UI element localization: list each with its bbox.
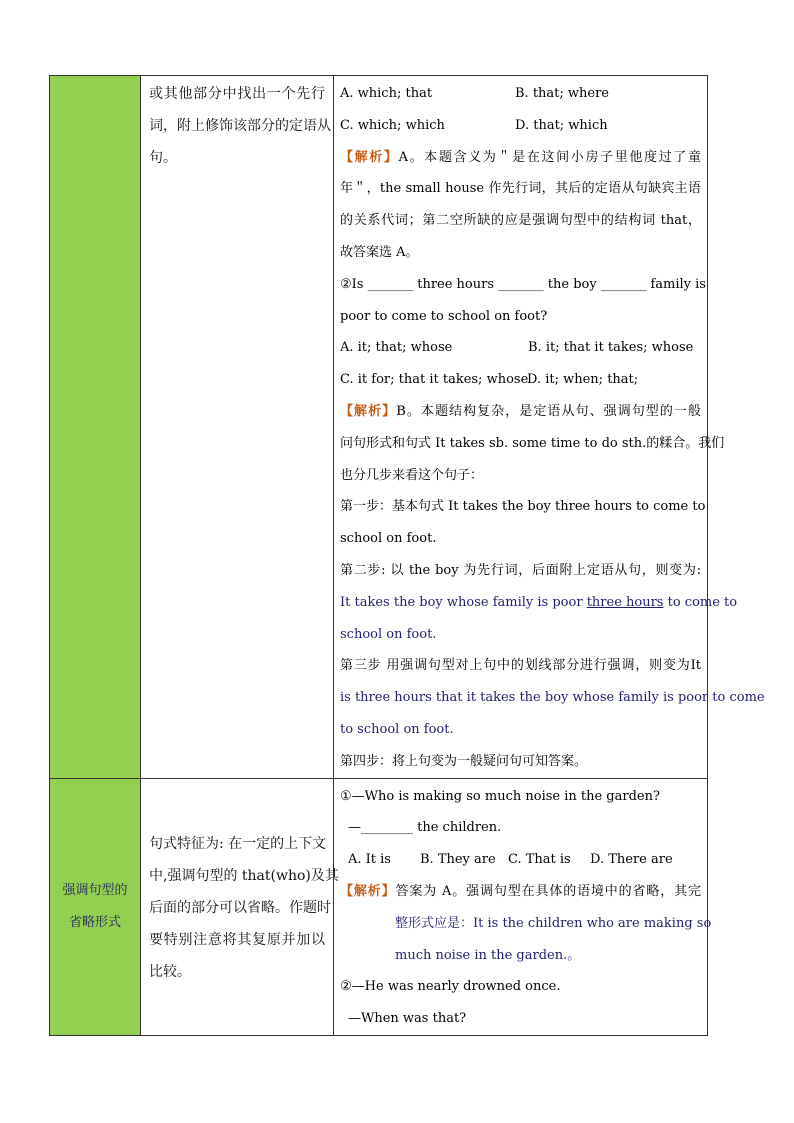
option-a: A. it; that; whose bbox=[340, 340, 453, 356]
option-d: D. There are bbox=[590, 852, 673, 868]
step-three-sentence: is three hours that it takes the boy whose family is poor to come bbox=[340, 690, 765, 706]
analysis-line: 【解析】B。本题结构复杂，是定语从句、强调句型的一般 bbox=[340, 403, 701, 419]
table-row bbox=[50, 778, 708, 1035]
options-row bbox=[340, 78, 701, 110]
question-reply: —________ the children. bbox=[348, 820, 502, 836]
grammar-table bbox=[49, 75, 765, 1036]
example-cell bbox=[334, 76, 765, 779]
category-cell bbox=[50, 76, 141, 779]
analysis-line: 的关系代词；第二空所缺的应是强调句型中的结构词 that， bbox=[340, 213, 701, 229]
analysis-heading: 【解析】 bbox=[340, 149, 399, 165]
step-two-sentence: It takes the boy whose family is poor three hours to come to bbox=[340, 594, 738, 610]
analysis-line: 问句形式和句式 It takes sb. some time to do sth.的糅合。我们 bbox=[340, 435, 725, 451]
step-four: 第四步：将上句变为一般疑问句可知答案。 bbox=[340, 753, 588, 769]
example-cell bbox=[334, 778, 712, 1035]
category-label: 强调句型的 bbox=[62, 882, 128, 898]
category-label: 省略形式 bbox=[68, 914, 121, 930]
options-row bbox=[340, 110, 701, 142]
desc-line: 中,强调句型的 that(who)及其 bbox=[149, 867, 339, 884]
step-one: 第一步：基本句式 It takes the boy three hours to come to bbox=[340, 499, 706, 515]
description-cell bbox=[141, 778, 339, 1035]
option-d: D. that; which bbox=[515, 117, 608, 133]
table-row bbox=[50, 76, 708, 779]
question-stem: ②Is _______ three hours _______ the boy _______ family is bbox=[340, 276, 706, 292]
desc-line: 句式特征为: 在一定的上下文 bbox=[149, 835, 327, 852]
step-two-sentence: school on foot. bbox=[340, 626, 437, 642]
option-d: D. it; when; that; bbox=[527, 372, 639, 388]
question-reply: —When was that? bbox=[348, 1011, 467, 1027]
step-three-sentence: to school on foot. bbox=[340, 721, 454, 737]
question-stem: ①—Who is making so much noise in the garden? bbox=[340, 788, 660, 804]
option-c: C. it for; that it takes; whose bbox=[340, 372, 529, 388]
analysis-line: 也分几步来看这个句子： bbox=[340, 467, 484, 483]
analysis-line: 【解析】答案为 A。强调句型在具体的语境中的省略，其完 bbox=[340, 883, 701, 899]
step-two: 第二步: 以 the boy 为先行词，后面附上定语从句，则变为: bbox=[340, 562, 701, 578]
options-row bbox=[340, 364, 701, 396]
desc-line: 或其他部分中找出一个先行 bbox=[149, 86, 325, 102]
desc-line: 要特别注意将其复原并加以 bbox=[149, 931, 325, 948]
step-three: 第三步 用强调句型对上句中的划线部分进行强调，则变为It bbox=[340, 658, 701, 674]
analysis-heading: 【解析】 bbox=[340, 403, 397, 419]
question-stem: poor to come to school on foot? bbox=[340, 308, 548, 324]
option-b: B. that; where bbox=[515, 86, 610, 101]
desc-line: 词，附上修饰该部分的定语从 bbox=[149, 118, 331, 134]
analysis-line: 【解析】A。本题含义为＂是在这间小房子里他度过了童 bbox=[340, 149, 701, 165]
option-a: A. It is bbox=[348, 852, 391, 868]
analysis-sentence: 整形式应是：It is the children who are making so bbox=[395, 915, 712, 931]
underlined-phrase: three hours bbox=[586, 594, 664, 610]
analysis-line: 故答案选 A。 bbox=[340, 244, 419, 260]
option-b: B. They are bbox=[420, 852, 496, 868]
category-cell bbox=[50, 778, 141, 1035]
desc-line: 句。 bbox=[149, 150, 177, 166]
analysis-sentence: much noise in the garden.。 bbox=[395, 947, 581, 963]
description-cell bbox=[141, 76, 334, 779]
desc-line: 后面的部分可以省略。作题时 bbox=[149, 899, 331, 916]
desc-line: 比较。 bbox=[149, 963, 191, 980]
analysis-line: 年＂，the small house 作先行词，其后的定语从句缺宾主语 bbox=[340, 181, 701, 197]
question-stem: ②—He was nearly drowned once. bbox=[340, 979, 561, 995]
option-c: C. which; which bbox=[340, 117, 445, 133]
option-c: C. That is bbox=[508, 852, 571, 868]
options-row bbox=[340, 844, 701, 876]
analysis-heading: 【解析】 bbox=[340, 883, 396, 899]
options-row bbox=[340, 332, 701, 364]
option-b: B. it; that it takes; whose bbox=[528, 340, 694, 356]
option-a: A. which; that bbox=[340, 86, 433, 101]
step-one: school on foot. bbox=[340, 531, 437, 547]
